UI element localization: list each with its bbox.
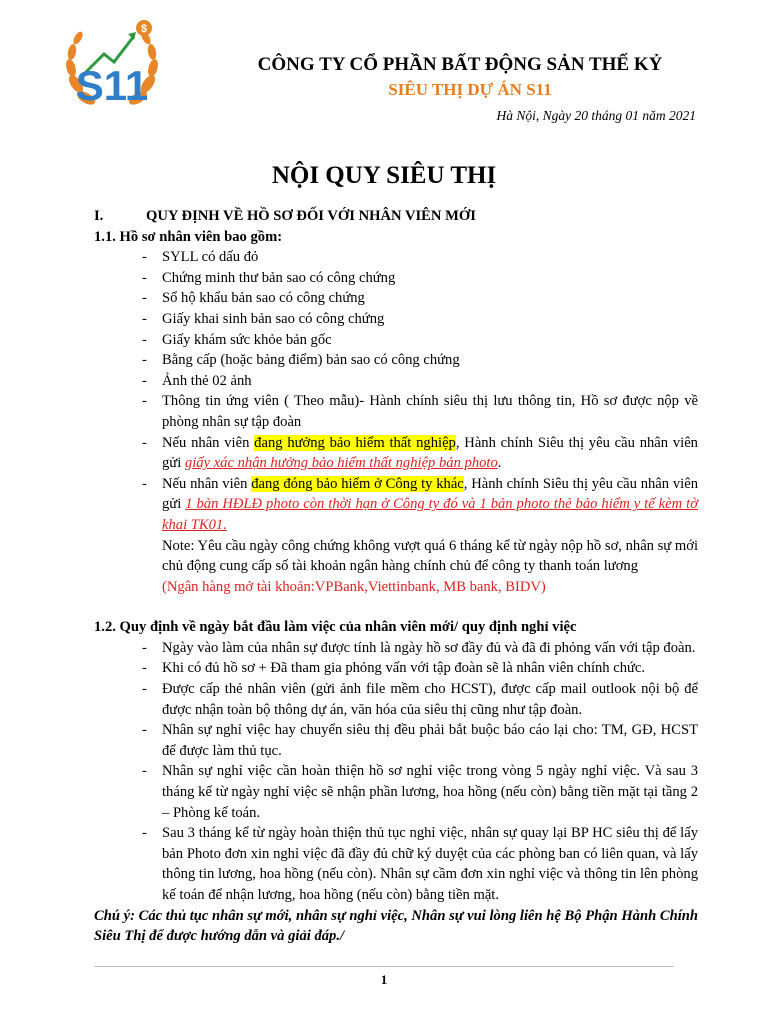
footer-divider <box>94 966 674 967</box>
list-item: - Chứng minh thư bản sao có công chứng <box>94 268 698 289</box>
red-requirement: 1 bản HĐLĐ photo còn thời hạn ở Công ty đó và 1 bản photo thẻ bảo hiểm y tế kèm tờ khai TK01. <box>162 496 698 533</box>
bank-list: (Ngân hàng mở tài khoản:VPBank,Viettinbank, MB bank, BIDV) <box>162 578 546 595</box>
highlight-text: đang đóng bảo hiểm ở Công ty khác <box>251 475 464 492</box>
list-item: - Bằng cấp (hoặc bảng điểm) bản sao có công chứng <box>94 350 698 371</box>
list-item: - Được cấp thẻ nhân viên (gửi ảnh file mềm cho HCST), được cấp mail outlook nội bộ để được nhận toàn bộ thông dự án, văn hóa của siêu thị cũng như tập đoàn. <box>94 679 698 720</box>
page-title: NỘI QUY SIÊU THỊ <box>271 162 497 189</box>
highlight-text: đang hưởng bảo hiểm thất nghiệp <box>254 434 456 451</box>
page-number: 1 <box>380 972 388 987</box>
date-line: Hà Nội, Ngày 20 tháng 01 năm 2021 <box>496 108 696 123</box>
list-item: - Khi có đủ hồ sơ + Đã tham gia phỏng vấn với tập đoàn sẽ là nhân viên chính chức. <box>94 658 698 679</box>
document-body <box>94 206 698 947</box>
section-heading: I. QUY ĐỊNH VỀ HỒ SƠ ĐỐI VỚI NHÂN VIÊN MỚI <box>94 208 476 224</box>
subsection-heading-1-2: 1.2. Quy định về ngày bắt đầu làm việc của nhân viên mới/ quy định nghỉ việc <box>94 619 577 636</box>
list-item: - Ngày vào làm của nhân sự được tính là ngày hồ sơ đầy đủ và đã đi phỏng vấn với tập đoàn. <box>94 638 698 659</box>
list-item-other-insurance: - Nếu nhân viên đang đóng bảo hiểm ở Công ty khác, Hành chính Siêu thị yêu cầu nhân viên gửi 1 bản HĐLĐ photo còn thời hạn ở Công ty đó và 1 bản photo thẻ bảo hiểm y tế kèm tờ khai TK01. <box>94 474 698 536</box>
list-item-unemployment: - Nếu nhân viên đang hưởng bảo hiểm thất nghiệp, Hành chính Siêu thị yêu cầu nhân viên gửi giấy xác nhận hưởng bảo hiểm thất nghiệp bản photo. <box>94 433 698 474</box>
list-item: - Nhân sự nghỉ việc hay chuyển siêu thị đều phải bắt buộc báo cáo lại cho: TM, GĐ, HCST để được làm thủ tục. <box>94 720 698 761</box>
note-text: Note: Yêu cầu ngày công chứng không vượt quá 6 tháng kể từ ngày nộp hồ sơ, nhân sự mới chủ động cung cấp số tài khoản ngân hàng chính chủ để công ty thanh toán lương <box>162 537 698 575</box>
list-item: - Nhân sự nghỉ việc cần hoàn thiện hồ sơ nghỉ việc trong vòng 5 ngày nghỉ việc. Và sau 3 tháng kể từ ngày nghỉ việc sẽ nhận phần lương, hoa hồng (nếu còn) bằng tiền mặt tại tầng 2 – Phòng kế toán. <box>94 761 698 823</box>
list-item: - SYLL có dấu đỏ <box>94 247 698 268</box>
list-item: - Sổ hộ khẩu bản sao có công chứng <box>94 288 698 309</box>
document-list-1-1 <box>94 247 698 535</box>
logo-text: S11 <box>75 62 149 109</box>
company-subtitle: SIÊU THỊ DỰ ÁN S11 <box>388 80 552 99</box>
list-item: - Ảnh thẻ 02 ảnh <box>94 371 698 392</box>
list-item: - Giấy khám sức khỏe bản gốc <box>94 330 698 351</box>
company-logo <box>62 14 162 116</box>
list-item: - Giấy khai sinh bản sao có công chứng <box>94 309 698 330</box>
subsection-heading-1-1: 1.1. Hồ sơ nhân viên bao gồm: <box>94 228 283 245</box>
red-requirement: giấy xác nhận hưởng bảo hiểm thất nghiệp bản photo <box>184 455 498 472</box>
company-name: CÔNG TY CỔ PHẦN BẤT ĐỘNG SẢN THẾ KỶ <box>257 54 663 75</box>
final-note: Chú ý: Các thủ tục nhân sự mới, nhân sự nghỉ việc, Nhân sự vui lòng liên hệ Bộ Phận Hành Chính Siêu Thị để được hướng dẫn và giải đáp./ <box>94 907 698 945</box>
list-item: - Sau 3 tháng kể từ ngày hoàn thiện thủ tục nghỉ việc, nhân sự quay lại BP HC siêu thị để lấy bản Photo đơn xin nghỉ việc đã đầy đủ chữ ký duyệt của các phòng ban có liên quan, và lấy thông tin lương, hoa hồng (nếu còn). Nhân sự cầm đơn xin nghỉ việc và thông tin lên phòng kế toán để nhận lương, hoa hồng (nếu còn) bằng tiền mặt. <box>94 823 698 905</box>
document-list-1-2 <box>94 638 698 906</box>
svg-text:$: $ <box>140 23 148 35</box>
list-item: - Thông tin ứng viên ( Theo mẫu)- Hành chính siêu thị lưu thông tin, Hồ sơ được nộp về phòng nhân sự tập đoàn <box>94 391 698 432</box>
